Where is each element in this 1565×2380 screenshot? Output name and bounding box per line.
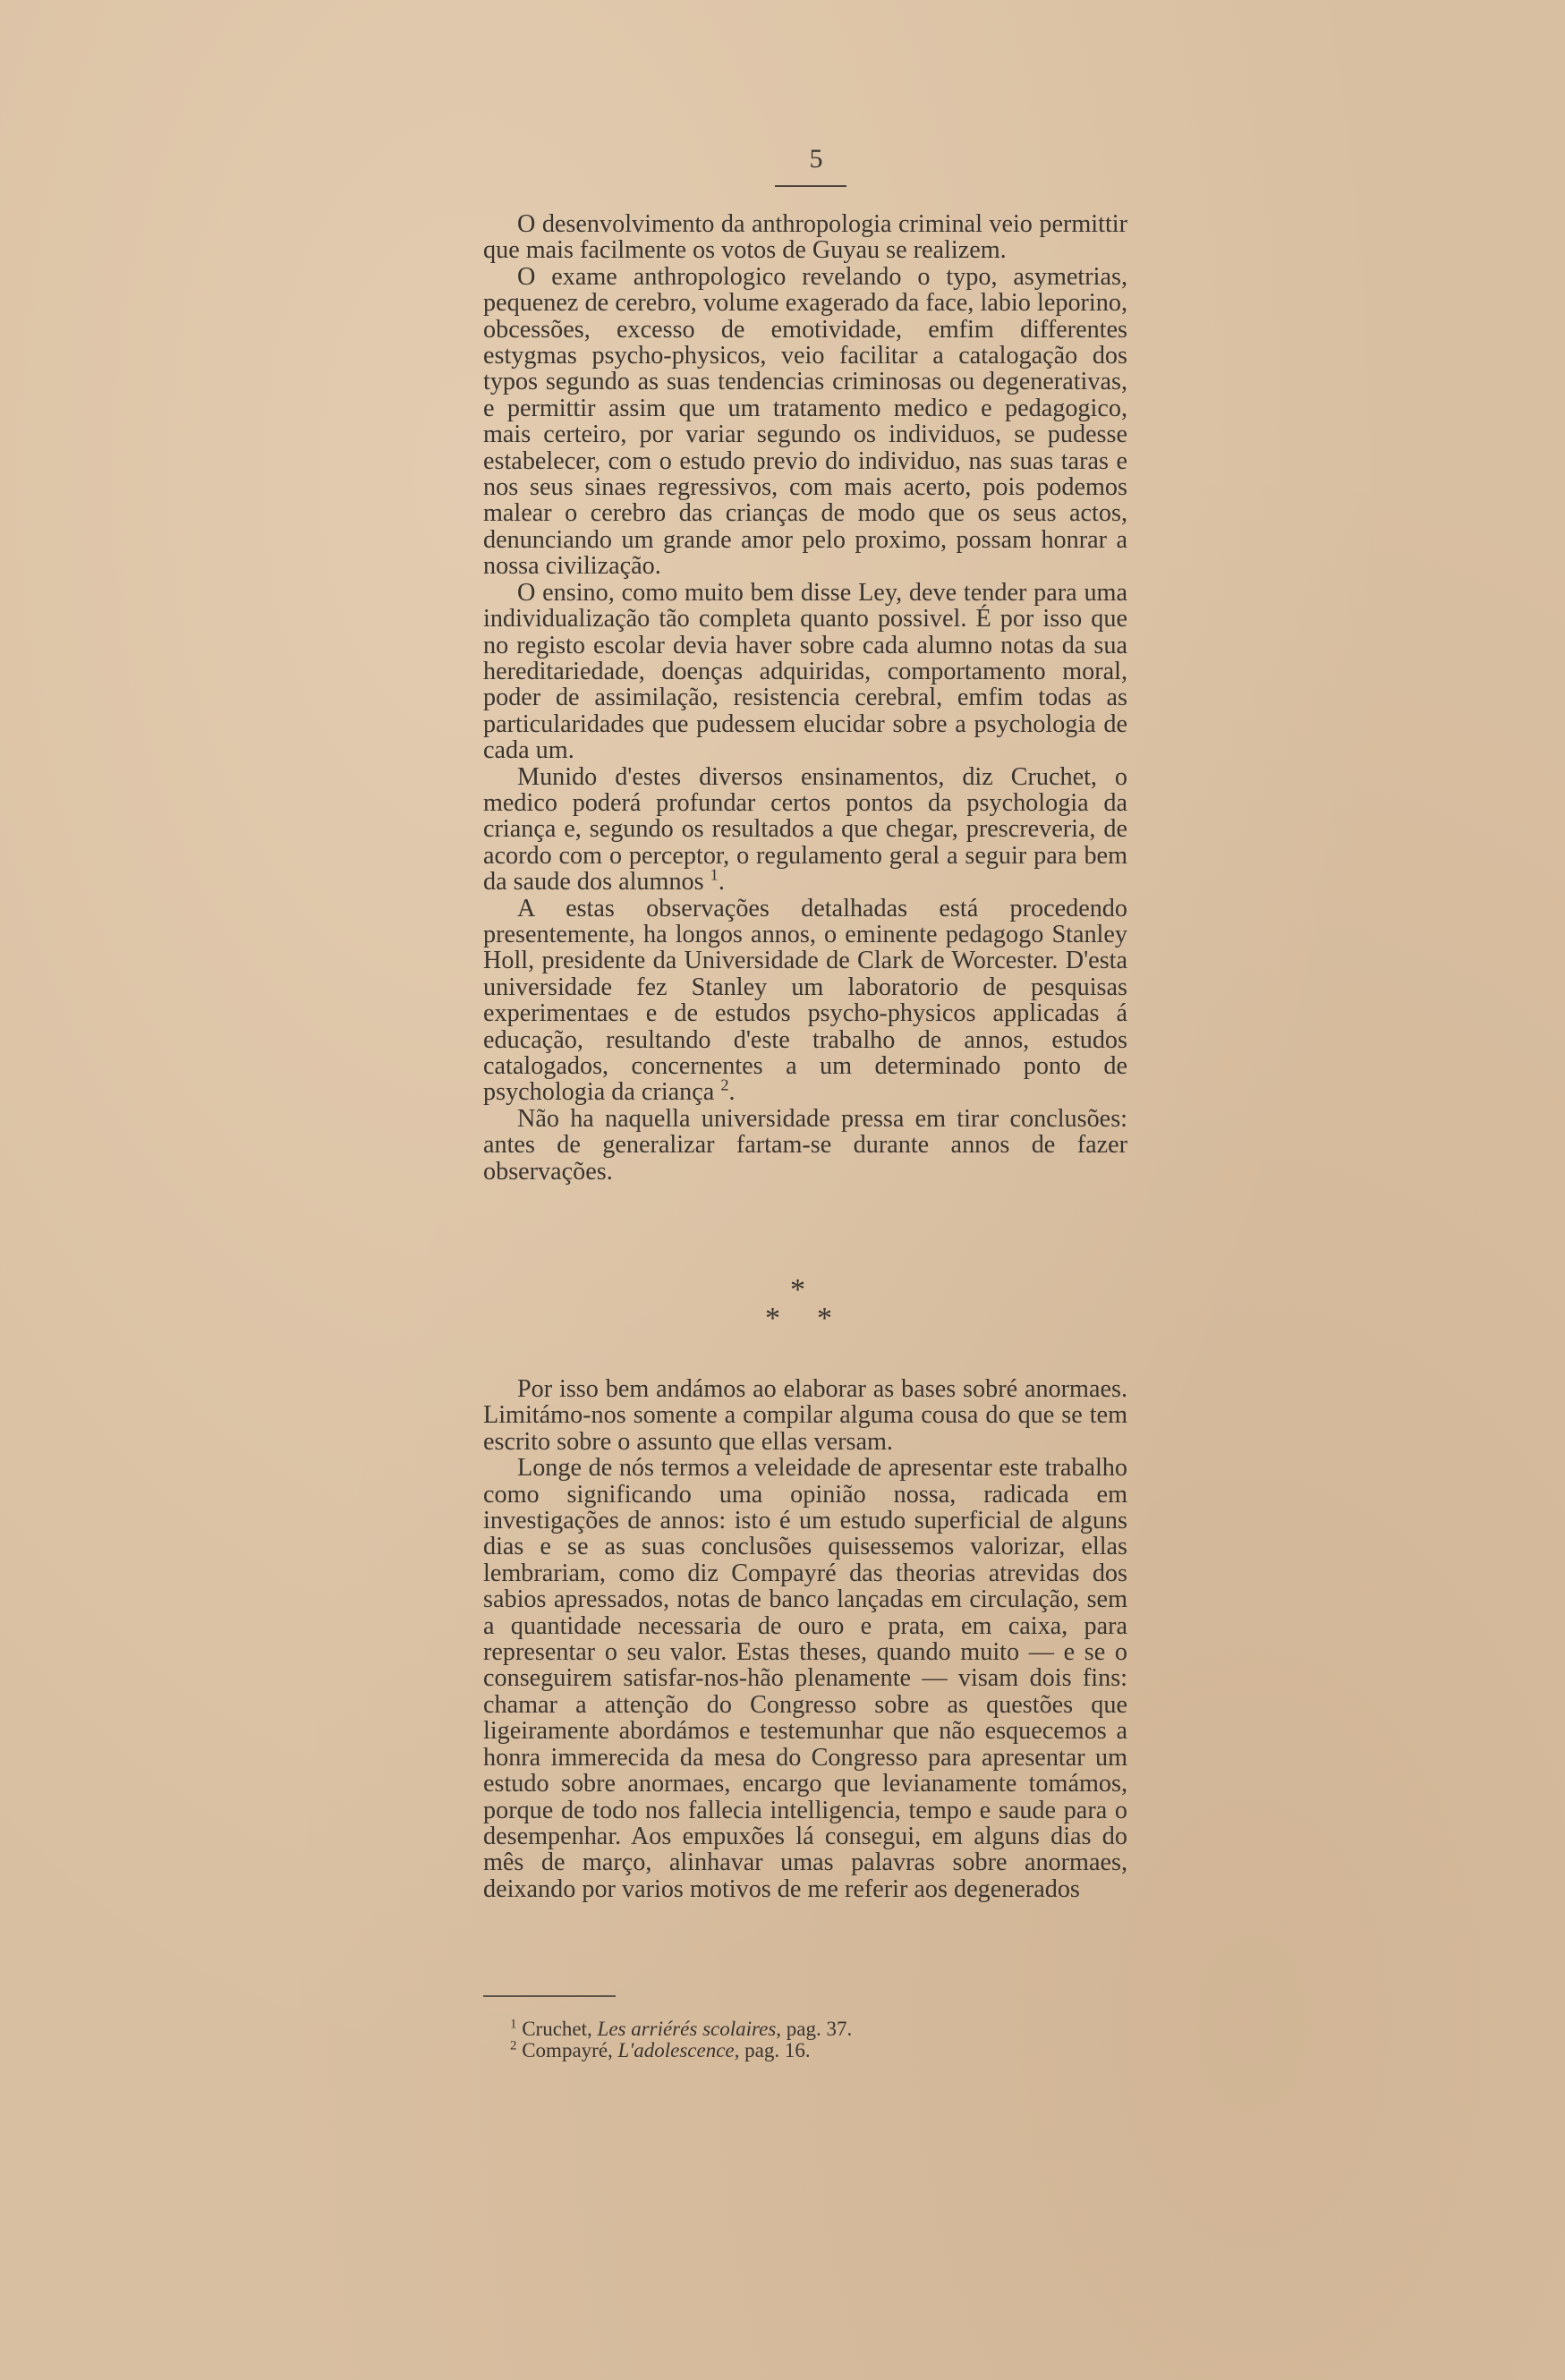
- paragraph: O exame anthropologico revelando o typo, asymetrias, pequenez de cerebro, volume exagerado da face, labio leporino, obcessões, excesso de emotividade, emfim differentes estygmas psycho-physicos, veio facilitar a catalogação dos typos segundo as suas tendencias criminosas ou degenerativas, e permittir assim que um tratamento medico e pedagogico, mais certeiro, por variar segundo os individuos, se pudesse estabelecer, com o estudo previo do individuo, nas suas taras e nos seus sinaes regressivos, com mais acerto, pois podemos malear o cerebro das crianças de modo que os seus actos, denunciando um grande amor pelo proximo, possam honrar a nossa civilização.: [483, 262, 1127, 581]
- asterisk: *: [765, 1302, 780, 1335]
- page-number-rule: [775, 185, 846, 187]
- footnote-rule: [483, 1995, 616, 1997]
- footnote-mark: 1: [510, 2017, 517, 2032]
- page-number: 5: [809, 144, 823, 174]
- body-section-1: [483, 211, 1127, 1185]
- asterisk: *: [817, 1302, 832, 1335]
- footnote-title: Les arriérés scolaires: [597, 2018, 777, 2040]
- footnote-author: Cruchet,: [522, 2018, 598, 2040]
- footnote-reference: 1: [710, 865, 719, 884]
- section-break-asterism: [752, 1273, 850, 1335]
- footnote-reference: 2: [720, 1076, 729, 1095]
- paragraph-text: Munido d'estes diversos ensinamentos, diz Cruchet, o medico poderá profundar certos pontos da psychologia da criança e, segundo os resultados a que chegar, prescreveria, de acordo com o perceptor, o regulamento geral a seguir para bem da saude dos alumnos: [483, 762, 1127, 897]
- footnotes: [510, 2019, 1047, 2061]
- footnote: [510, 2040, 1047, 2061]
- footnote: [510, 2019, 1047, 2040]
- footnote-page: , pag. 16.: [734, 2039, 811, 2061]
- paragraph-text: A estas observações detalhadas está procedendo presentemente, ha longos annos, o eminente pedagogo Stanley Holl, presidente da Universidade de Clark de Worcester. D'esta universidade fez Stanley um laboratorio de pesquisas experimentaes e de estudos psycho-physicos applicadas á educação, resultando d'este trabalho de annos, estudos catalogados, concernentes a um determinado ponto de psychologia da criança: [483, 894, 1127, 1107]
- paragraph: [483, 764, 1127, 896]
- paragraph: O desenvolvimento da anthropologia criminal veio permittir que mais facilmente os votos de Guyau se realizem.: [483, 210, 1127, 265]
- paragraph: O ensino, como muito bem disse Ley, deve tender para uma individualização tão completa quanto possivel. É por isso que no registo escolar devia haver sobre cada alumno notas da sua hereditariedade, doenças adquiridas, comportamento moral, poder de assimilação, resistencia cerebral, emfim todas as particularidades que pudessem elucidar sobre a psychologia de cada um.: [483, 578, 1127, 765]
- paragraph: [483, 896, 1127, 1106]
- paragraph-end: .: [718, 868, 725, 897]
- paragraph-end: .: [728, 1078, 736, 1107]
- footnote-mark: 2: [510, 2038, 517, 2053]
- footnote-author: Compayré,: [522, 2039, 618, 2061]
- paragraph: Longe de nós termos a veleidade de apresentar este trabalho como significando uma opinião nossa, radicada em investigações de annos: isto é um estudo superficial de alguns dias e se as suas conclusões quisessemos valorizar, ellas lembrariam, como diz Compayré das theorias atrevidas dos sabios apressados, notas de banco lançadas em circulação, sem a quantidade necessaria de ouro e prata, em caixa, para representar o seu valor. Estas theses, quando muito — e se o conseguirem satisfar-nos-hão plenamente — visam dois fins: chamar a attenção do Congresso sobre as questões que ligeiramente abordámos e testemunhar que não esquecemos a honra immerecida da mesa do Congresso para apresentar um estudo sobre anormaes, encargo que levianamente tomámos, porque de todo nos fallecia intelligencia, tempo e saude para o desempenhar. Aos empuxões lá consegui, em alguns dias do mês de março, alinhavar umas palavras sobre anormaes, deixando por varios motivos de me referir aos degenerados: [483, 1454, 1127, 1903]
- footnote-title: L'adolescence: [617, 2039, 735, 2061]
- footnote-page: , pag. 37.: [776, 2018, 853, 2040]
- paragraph: Não ha naquella universidade pressa em tirar conclusões: antes de generalizar fartam-se durante annos de fazer observações.: [483, 1104, 1127, 1186]
- paragraph: Por isso bem andámos ao elaborar as bases sobré anormaes. Limitámo-nos somente a compilar alguma cousa do que se tem escrito sobre o assunto que ellas versam.: [483, 1375, 1127, 1456]
- asterisk: *: [790, 1273, 805, 1306]
- body-section-2: [483, 1376, 1127, 1902]
